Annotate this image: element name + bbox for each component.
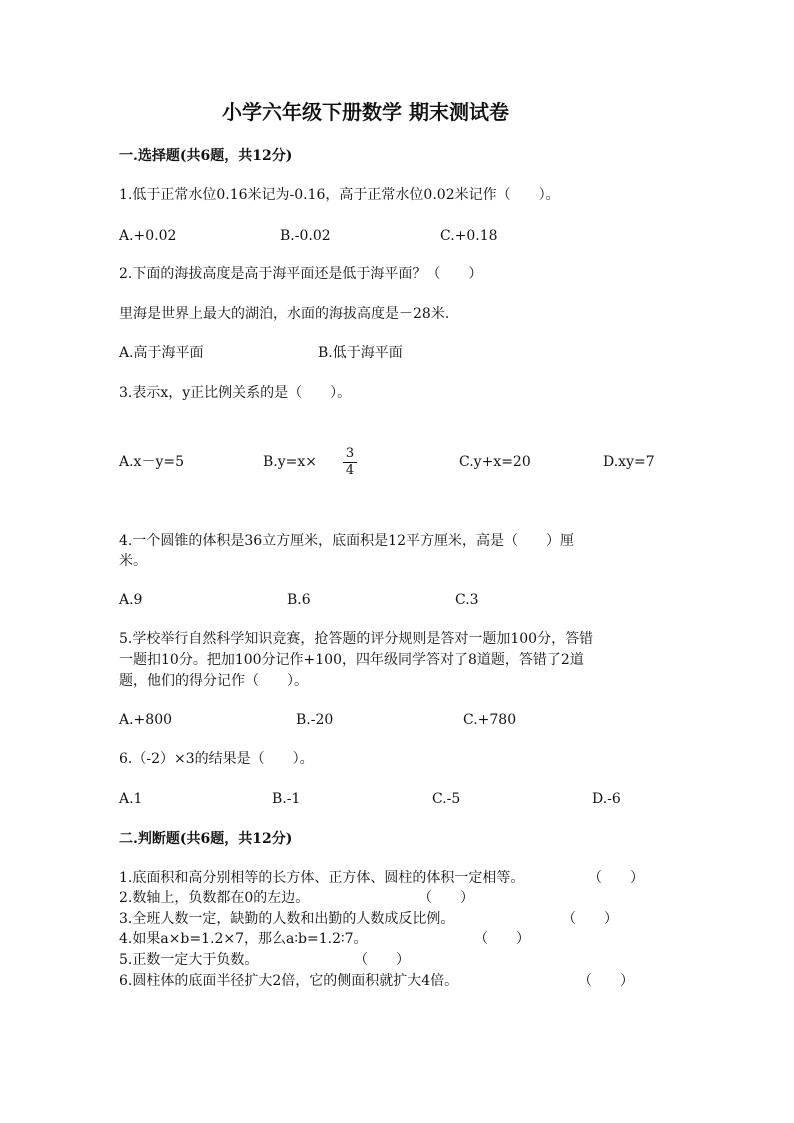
question-2-option-a[interactable]: A.高于海平面: [119, 345, 204, 361]
question-2-option-b[interactable]: B.低于海平面: [318, 345, 403, 361]
question-1-text: 1.低于正常水位0.16米记为-0.16，高于正常水位0.02米记作（ ）。: [119, 187, 560, 203]
question-6-option-a[interactable]: A.1: [119, 791, 143, 807]
question-6-option-c[interactable]: C.-5: [432, 791, 461, 807]
fraction-numerator: 3: [345, 446, 355, 461]
section-heading-choice: 一.选择题(共6题，共12分): [119, 148, 293, 164]
judge-item-2-text: 2.数轴上，负数都在0的左边。: [119, 890, 310, 906]
question-5-line-3: 题，他们的得分记作（ ）。: [119, 673, 308, 689]
question-3-text: 3.表示x，y正比例关系的是（ ）。: [119, 385, 352, 401]
question-1-option-a[interactable]: A.+0.02: [119, 228, 177, 244]
page-title: 小学六年级下册数学 期末测试卷: [222, 100, 509, 124]
question-3-option-d[interactable]: D.xy=7: [603, 454, 655, 470]
question-1-option-c[interactable]: C.+0.18: [440, 228, 498, 244]
question-3-fraction: [343, 447, 357, 478]
judge-item-1-text: 1.底面积和高分别相等的长方体、正方体、圆柱的体积一定相等。: [119, 870, 525, 886]
judge-item-5-text: 5.正数一定大于负数。: [119, 952, 259, 968]
section-heading-judgement: 二.判断题(共6题，共12分): [119, 831, 293, 847]
question-2-text: 2.下面的海拔高度是高于海平面还是低于海平面？（ ）: [119, 266, 483, 282]
question-4-option-c[interactable]: C.3: [455, 592, 479, 608]
question-3-option-a[interactable]: A.x－y=5: [119, 454, 185, 470]
judge-item-3-answer[interactable]: （ ）: [562, 911, 618, 927]
question-4-line-2: 米。: [119, 553, 147, 569]
question-3-option-b[interactable]: B.y=x×: [263, 454, 318, 470]
question-5-line-1: 5.学校举行自然科学知识竞赛，抢答题的评分规则是答对一题加100分，答错: [119, 631, 594, 647]
judge-item-2-answer[interactable]: （ ）: [418, 890, 474, 906]
fraction-denominator: 4: [345, 463, 355, 478]
judge-item-1-answer[interactable]: （ ）: [588, 870, 644, 886]
question-4-option-a[interactable]: A.9: [119, 592, 143, 608]
judge-item-3-text: 3.全班人数一定，缺勤的人数和出勤的人数成反比例。: [119, 911, 455, 927]
question-5-option-c[interactable]: C.+780: [463, 712, 517, 728]
question-1-option-b[interactable]: B.-0.02: [280, 228, 331, 244]
question-6-option-d[interactable]: D.-6: [592, 791, 621, 807]
question-5-option-a[interactable]: A.+800: [119, 712, 173, 728]
judge-item-6-text: 6.圆柱体的底面半径扩大2倍，它的侧面积就扩大4倍。: [119, 973, 459, 989]
question-2-subtext: 里海是世界上最大的湖泊，水面的海拔高度是－28米.: [119, 306, 450, 322]
question-4-option-b[interactable]: B.6: [287, 592, 311, 608]
question-6-text: 6.（-2）×3的结果是（ ）。: [119, 751, 314, 767]
judge-item-4-text: 4.如果a×b=1.2×7，那么a∶b=1.2∶7。: [119, 931, 368, 947]
judge-item-5-answer[interactable]: （ ）: [354, 952, 410, 968]
question-5-line-2: 一题扣10分。把加100分记作+100，四年级同学答对了8道题，答错了2道: [119, 652, 584, 668]
question-3-option-c[interactable]: C.y+x=20: [459, 454, 531, 470]
judge-item-4-answer[interactable]: （ ）: [474, 931, 530, 947]
question-4-line-1: 4.一个圆锥的体积是36立方厘米，底面积是12平方厘米，高是（ ）厘: [119, 533, 574, 549]
judge-item-6-answer[interactable]: （ ）: [578, 973, 634, 989]
question-6-option-b[interactable]: B.-1: [272, 791, 301, 807]
question-5-option-b[interactable]: B.-20: [296, 712, 334, 728]
